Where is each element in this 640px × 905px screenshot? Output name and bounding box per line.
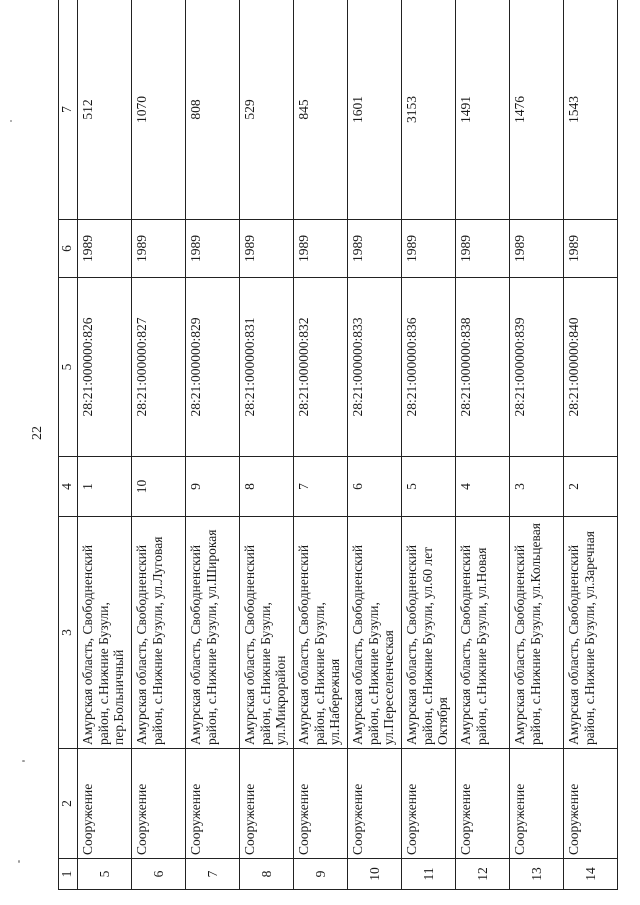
object-index: 7 (294, 457, 348, 517)
year: 1989 (240, 220, 294, 278)
object-type: Сооружение (348, 749, 402, 859)
column-header: 2 (59, 749, 78, 859)
row-number: 11 (402, 859, 456, 890)
object-address: Амурская область, Свободненский район, с.Нижние Бузули, ул.Заречная (564, 517, 618, 749)
cadastral-number: 28:21:000000:827 (132, 278, 186, 457)
scan-speck (18, 860, 20, 863)
cadastral-number: 28:21:000000:832 (294, 278, 348, 457)
cadastral-number: 28:21:000000:838 (456, 278, 510, 457)
header-row (59, 0, 78, 890)
table-row (294, 0, 348, 890)
row-number: 9 (294, 859, 348, 890)
object-address: Амурская область, Свободненский район, с.Нижние Бузули, ул.Набережная (294, 517, 348, 749)
value: 1070 (132, 0, 186, 220)
column-header: 4 (59, 457, 78, 517)
column-header: 6 (59, 220, 78, 278)
object-address: Амурская область, Свободненский район, с.Нижние Бузули, ул.Микрорайон (240, 517, 294, 749)
object-index: 2 (564, 457, 618, 517)
object-index: 1 (78, 457, 132, 517)
object-index: 9 (186, 457, 240, 517)
object-index: 10 (132, 457, 186, 517)
object-index: 5 (402, 457, 456, 517)
row-number: 8 (240, 859, 294, 890)
value: 845 (294, 0, 348, 220)
object-address: Амурская область, Свободненский район, с.Нижние Бузули, ул.Широкая (186, 517, 240, 749)
year: 1989 (348, 220, 402, 278)
table-row (348, 0, 402, 890)
year: 1989 (456, 220, 510, 278)
value: 1491 (456, 0, 510, 220)
table-row (240, 0, 294, 890)
object-index: 3 (510, 457, 564, 517)
object-type: Сооружение (456, 749, 510, 859)
value: 1476 (510, 0, 564, 220)
cadastral-number: 28:21:000000:831 (240, 278, 294, 457)
object-index: 8 (240, 457, 294, 517)
row-number: 6 (132, 859, 186, 890)
table-row (78, 0, 132, 890)
object-type: Сооружение (186, 749, 240, 859)
value: 808 (186, 0, 240, 220)
cadastral-number: 28:21:000000:829 (186, 278, 240, 457)
rotated-table-container (58, 35, 616, 890)
object-address: Амурская область, Свободненский район, с.Нижние Бузули, ул.Переселенческая (348, 517, 402, 749)
object-address: Амурская область, Свободненский район, с.Нижние Бузули, ул.60 лет Октября (402, 517, 456, 749)
object-address: Амурская область, Свободненский район, с.Нижние Бузули, ул.Новая (456, 517, 510, 749)
value: 1543 (564, 0, 618, 220)
object-address: Амурская область, Свободненский район, с.Нижние Бузули, ул.Луговая (132, 517, 186, 749)
object-address: Амурская область, Свободненский район, с.Нижние Бузули, пер.Больничный (78, 517, 132, 749)
table-body (78, 0, 618, 890)
scan-speck (22, 760, 25, 762)
object-type: Сооружение (294, 749, 348, 859)
table-row (132, 0, 186, 890)
object-type: Сооружение (132, 749, 186, 859)
object-index: 6 (348, 457, 402, 517)
year: 1989 (510, 220, 564, 278)
object-type: Сооружение (78, 749, 132, 859)
page-number: 22 (30, 426, 45, 440)
value: 512 (78, 0, 132, 220)
cadastral-number: 28:21:000000:833 (348, 278, 402, 457)
row-number: 13 (510, 859, 564, 890)
column-header: 7 (59, 0, 78, 220)
object-address: Амурская область, Свободненский район, с.Нижние Бузули, ул.Кольцевая (510, 517, 564, 749)
object-type: Сооружение (564, 749, 618, 859)
table-row (510, 0, 564, 890)
row-number: 7 (186, 859, 240, 890)
cadastral-number: 28:21:000000:839 (510, 278, 564, 457)
table-row (402, 0, 456, 890)
year: 1989 (132, 220, 186, 278)
cadastral-number: 28:21:000000:826 (78, 278, 132, 457)
year: 1989 (78, 220, 132, 278)
column-header: 1 (59, 859, 78, 890)
object-type: Сооружение (510, 749, 564, 859)
object-index: 4 (456, 457, 510, 517)
row-number: 14 (564, 859, 618, 890)
year: 1989 (294, 220, 348, 278)
table-row (564, 0, 618, 890)
column-header: 3 (59, 517, 78, 749)
year: 1989 (402, 220, 456, 278)
object-type: Сооружение (402, 749, 456, 859)
row-number: 5 (78, 859, 132, 890)
table-row (456, 0, 510, 890)
row-number: 12 (456, 859, 510, 890)
year: 1989 (186, 220, 240, 278)
value: 529 (240, 0, 294, 220)
cadastral-number: 28:21:000000:840 (564, 278, 618, 457)
table-row (186, 0, 240, 890)
column-header: 5 (59, 278, 78, 457)
row-number: 10 (348, 859, 402, 890)
value: 3153 (402, 0, 456, 220)
scan-speck (10, 120, 12, 122)
object-type: Сооружение (240, 749, 294, 859)
year: 1989 (564, 220, 618, 278)
property-table (58, 0, 618, 890)
cadastral-number: 28:21:000000:836 (402, 278, 456, 457)
value: 1601 (348, 0, 402, 220)
